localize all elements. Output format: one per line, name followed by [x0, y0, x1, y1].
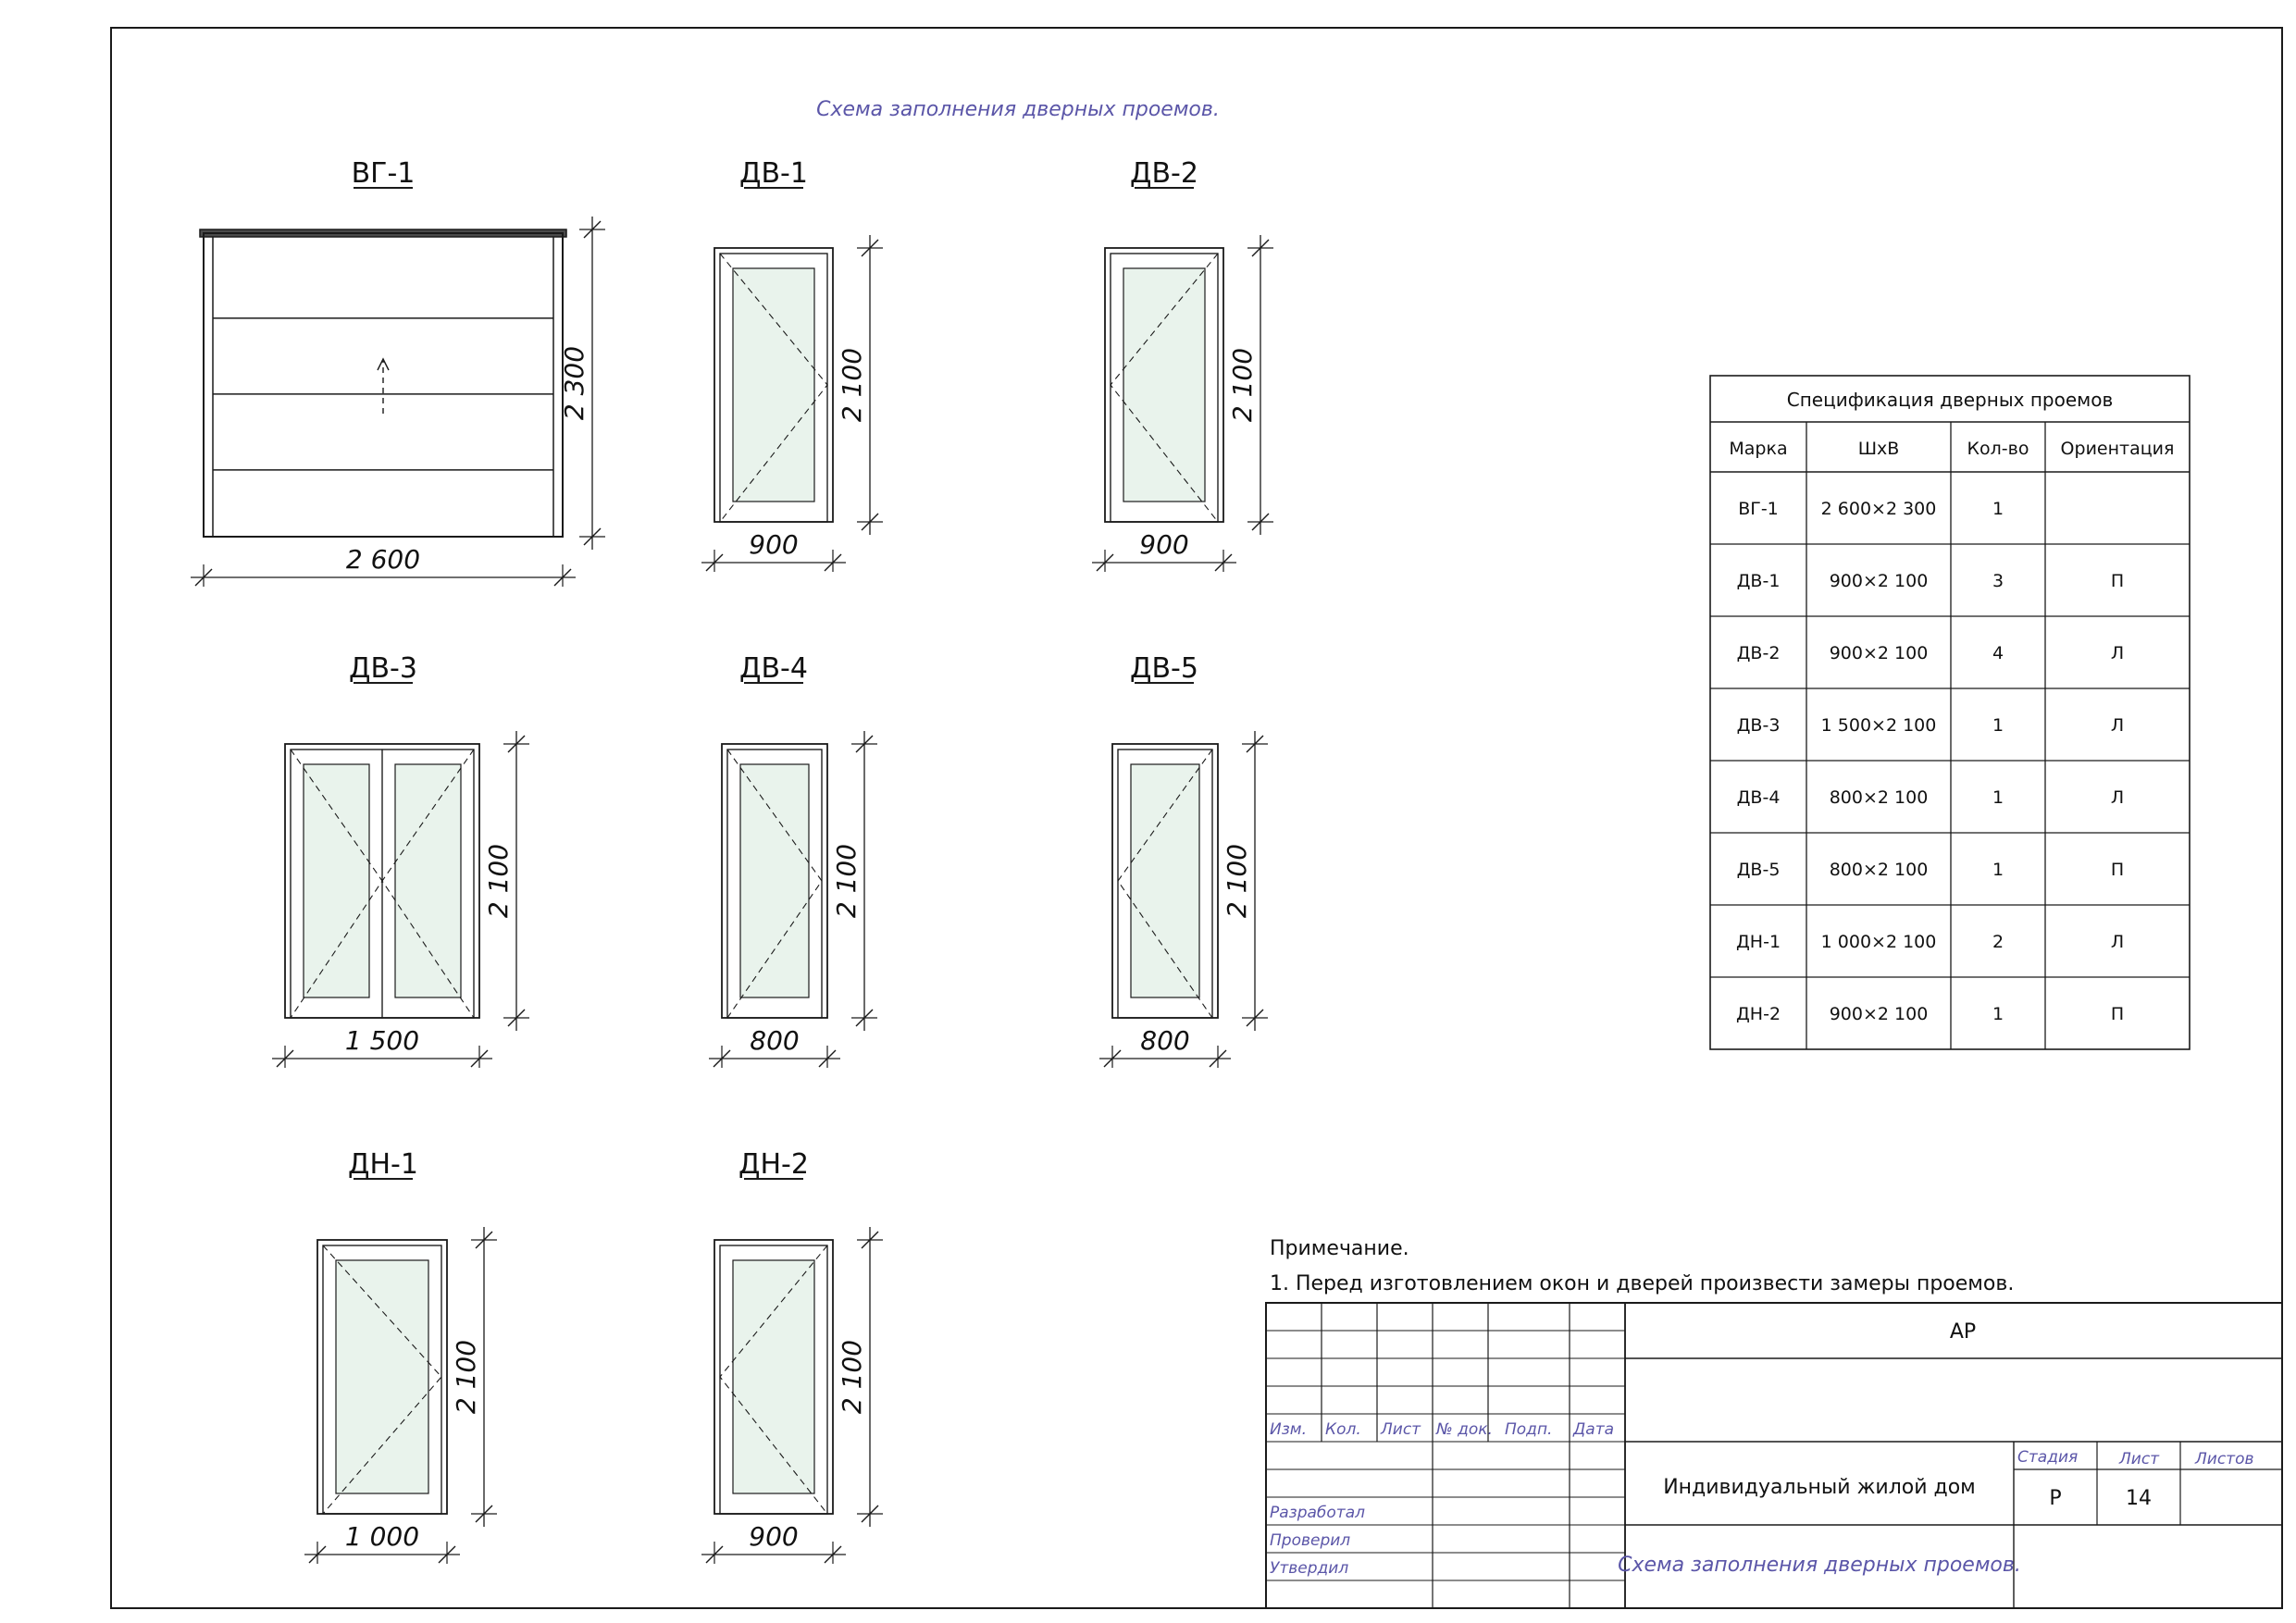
- width-dimension-label: 1 500: [344, 1025, 420, 1056]
- spec-cell: 1: [1992, 499, 2004, 519]
- garage-frame: [204, 233, 563, 537]
- note-text: 1. Перед изготовлением окон и дверей произвести замеры проемов.: [1270, 1272, 2015, 1295]
- spec-cell: 900×2 100: [1829, 1004, 1929, 1024]
- spec-cell: 1: [1992, 787, 2004, 808]
- door-дв-5: [1099, 652, 1268, 1068]
- spec-cell: П: [2110, 571, 2125, 591]
- spec-cell: 2 600×2 300: [1820, 499, 1937, 519]
- door-glass: [304, 764, 369, 997]
- door-дв-2: [1092, 157, 1273, 572]
- door-glass: [733, 1260, 814, 1493]
- spec-cell: 1: [1992, 1004, 2004, 1024]
- door-mark-label: ДН-2: [738, 1148, 809, 1181]
- title-block-col-header: Кол.: [1325, 1420, 1361, 1439]
- spec-header-cell: ШхВ: [1857, 439, 1900, 459]
- height-dimension-label: 2 100: [837, 1339, 867, 1415]
- spec-cell: 2: [1992, 932, 2004, 952]
- title-block-role: Проверил: [1270, 1531, 1351, 1550]
- door-дв-4: [709, 652, 877, 1068]
- door-вг-1: [191, 157, 605, 587]
- door-elevations: [191, 157, 1273, 1564]
- door-glass: [1131, 764, 1199, 997]
- spec-cell: 4: [1992, 643, 2004, 663]
- spec-cell: Л: [2110, 787, 2125, 808]
- title-block-stage-label: Стадия: [2017, 1448, 2079, 1467]
- door-mark-label: ДВ-5: [1130, 652, 1198, 685]
- height-dimension-label: 2 300: [559, 345, 590, 421]
- title-block-code: АР: [1949, 1320, 1977, 1344]
- spec-cell: 1 500×2 100: [1820, 715, 1937, 736]
- spec-cell: П: [2110, 860, 2125, 880]
- spec-cell: ДВ-1: [1736, 571, 1781, 591]
- width-dimension-label: 2 600: [345, 544, 421, 575]
- spec-cell: 1: [1992, 860, 2004, 880]
- door-glass: [1123, 268, 1205, 502]
- width-dimension-label: 800: [1140, 1025, 1190, 1056]
- width-dimension-label: 900: [749, 529, 799, 560]
- door-glass: [733, 268, 814, 502]
- width-dimension-label: 900: [1139, 529, 1189, 560]
- height-dimension-label: 2 100: [837, 347, 867, 423]
- spec-header-cell: Марка: [1729, 439, 1788, 459]
- width-dimension-label: 900: [749, 1521, 799, 1552]
- spec-cell: ДН-2: [1735, 1004, 1781, 1024]
- spec-cell: ДН-1: [1735, 932, 1781, 952]
- title-block-col-header: Изм.: [1270, 1420, 1307, 1439]
- spec-header-cell: Ориентация: [2060, 439, 2175, 459]
- spec-cell: 800×2 100: [1829, 860, 1929, 880]
- spec-cell: ДВ-3: [1736, 715, 1781, 736]
- door-glass: [395, 764, 461, 997]
- height-dimension-label: 2 100: [1222, 843, 1252, 919]
- spec-cell: Л: [2110, 643, 2125, 663]
- title-block-col-header: Подп.: [1505, 1420, 1553, 1439]
- title-block-stage: Р: [2049, 1487, 2062, 1510]
- door-mark-label: ДВ-4: [739, 652, 808, 685]
- title-block-sheet-name: Схема заполнения дверных проемов.: [1618, 1554, 2021, 1577]
- spec-cell: 1: [1992, 715, 2004, 736]
- spec-cell: ДВ-4: [1736, 787, 1781, 808]
- door-mark-label: ДВ-2: [1130, 157, 1198, 190]
- door-дн-2: [701, 1148, 883, 1564]
- width-dimension-label: 1 000: [344, 1521, 420, 1552]
- height-dimension-label: 2 100: [831, 843, 862, 919]
- spec-cell: 3: [1992, 571, 2004, 591]
- spec-cell: 900×2 100: [1829, 643, 1929, 663]
- door-mark-label: ДВ-1: [739, 157, 808, 190]
- spec-cell: 900×2 100: [1829, 571, 1929, 591]
- spec-cell: ДВ-5: [1736, 860, 1781, 880]
- spec-cell: ВГ-1: [1738, 499, 1779, 519]
- door-дв-1: [701, 157, 883, 572]
- spec-cell: Л: [2110, 932, 2125, 952]
- note-title: Примечание.: [1270, 1237, 1409, 1260]
- title-block-col-header: № док.: [1436, 1420, 1493, 1439]
- title-block-col-header: Дата: [1573, 1420, 1615, 1439]
- title-block-role: Утвердил: [1270, 1559, 1349, 1578]
- door-glass: [740, 764, 809, 997]
- title-block-sheet-no: 14: [2126, 1487, 2152, 1510]
- sheet-title: Схема заполнения дверных проемов.: [816, 98, 1220, 121]
- door-mark-label: ДВ-3: [349, 652, 417, 685]
- spec-table-title: Спецификация дверных проемов: [1786, 389, 2114, 411]
- title-block-object: Индивидуальный жилой дом: [1663, 1476, 1976, 1499]
- spec-table: [1710, 376, 2190, 1049]
- spec-cell: Л: [2110, 715, 2125, 736]
- spec-cell: ДВ-2: [1736, 643, 1781, 663]
- door-дн-1: [304, 1148, 497, 1564]
- title-block-sheet-label: Лист: [2119, 1450, 2160, 1468]
- spec-cell: П: [2110, 1004, 2125, 1024]
- title-block-sheets-label: Листов: [2195, 1450, 2254, 1468]
- spec-cell: 800×2 100: [1829, 787, 1929, 808]
- title-block-col-header: Лист: [1381, 1420, 1421, 1439]
- door-mark-label: ВГ-1: [351, 157, 416, 190]
- door-дв-3: [272, 652, 529, 1068]
- title-block: [1266, 1303, 2282, 1608]
- title-block-role: Разработал: [1270, 1504, 1365, 1522]
- height-dimension-label: 2 100: [1227, 347, 1258, 423]
- door-glass: [336, 1260, 428, 1493]
- height-dimension-label: 2 100: [483, 843, 514, 919]
- spec-cell: 1 000×2 100: [1820, 932, 1937, 952]
- width-dimension-label: 800: [750, 1025, 800, 1056]
- spec-header-cell: Кол-во: [1967, 439, 2029, 459]
- height-dimension-label: 2 100: [451, 1339, 481, 1415]
- door-mark-label: ДН-1: [348, 1148, 418, 1181]
